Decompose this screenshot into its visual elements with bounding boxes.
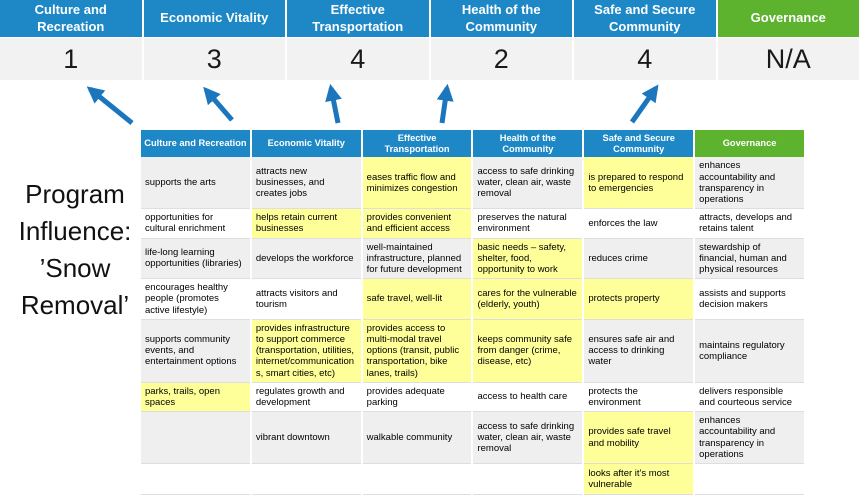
matrix-row-3: [141, 239, 804, 280]
matrix-row-6: [141, 383, 804, 412]
matrix-cell-r4-c6: assists and supports decision makers: [695, 279, 804, 320]
matrix-cell-r8-c1: [141, 464, 250, 495]
influence-arrow-4: [442, 88, 447, 123]
matrix-cell-r8-c6: [695, 464, 804, 495]
matrix-cell-r3-c5: reduces crime: [584, 239, 693, 280]
matrix-row-8: [141, 464, 804, 495]
matrix-cell-r7-c4: access to safe drinking water, clean air, waste removal: [473, 412, 582, 464]
matrix-cell-r1-c2: attracts new businesses, and creates jobs: [252, 157, 361, 209]
matrix-cell-r8-c4: [473, 464, 582, 495]
matrix-cell-r3-c1: life-long learning opportunities (libraries): [141, 239, 250, 280]
matrix-cell-r7-c3: walkable community: [363, 412, 472, 464]
matrix-cell-r3-c3: well-maintained infrastructure, planned for future development: [363, 239, 472, 280]
matrix-cell-r6-c6: delivers responsible and courteous service: [695, 383, 804, 412]
matrix-cell-r8-c2: [252, 464, 361, 495]
matrix-cell-r1-c5: is prepared to respond to emergencies: [584, 157, 693, 209]
matrix-cell-r5-c5: ensures safe air and access to drinking water: [584, 320, 693, 383]
influence-arrow-3: [331, 88, 338, 123]
matrix-cell-r2-c3: provides convenient and efficient access: [363, 209, 472, 238]
matrix-cell-r1-c6: enhances accountability and transparency in operations: [695, 157, 804, 209]
matrix-cell-r2-c2: helps retain current businesses: [252, 209, 361, 238]
influence-matrix: [139, 130, 806, 495]
program-label-line-2: Influence:: [0, 213, 150, 250]
matrix-cell-r3-c2: develops the workforce: [252, 239, 361, 280]
matrix-cell-r7-c5: provides safe travel and mobility: [584, 412, 693, 464]
matrix-row-5: [141, 320, 804, 383]
matrix-row-7: [141, 412, 804, 464]
score-cell-2: 4: [287, 38, 429, 80]
matrix-cell-r8-c3: [363, 464, 472, 495]
matrix-header-cell-1: Economic Vitality: [252, 130, 361, 157]
matrix-row-4: [141, 279, 804, 320]
influence-arrows: [0, 78, 859, 130]
matrix-cell-r6-c3: provides adequate parking: [363, 383, 472, 412]
matrix-cell-r6-c1: parks, trails, open spaces: [141, 383, 250, 412]
category-header-3: Health of the Community: [431, 0, 573, 37]
influence-arrow-2: [206, 90, 232, 120]
program-influence-label: [0, 176, 150, 324]
matrix-body: [141, 157, 804, 495]
category-header-1: Economic Vitality: [144, 0, 286, 37]
category-header-0: Culture and Recreation: [0, 0, 142, 37]
matrix-row-1: [141, 157, 804, 209]
matrix-cell-r6-c4: access to health care: [473, 383, 582, 412]
score-cell-1: 3: [144, 38, 286, 80]
matrix-header-cell-0: Culture and Recreation: [141, 130, 250, 157]
matrix-cell-r5-c2: provides infrastructure to support commerce (transportation, utilities, internet/communications, smart cities, etc): [252, 320, 361, 383]
matrix-cell-r4-c2: attracts visitors and tourism: [252, 279, 361, 320]
program-label-line-3: ’Snow: [0, 250, 150, 287]
scoreboard-headers: [0, 0, 859, 37]
score-cell-3: 2: [431, 38, 573, 80]
matrix-header-cell-5: Governance: [695, 130, 804, 157]
matrix-header-cell-2: Effective Transportation: [363, 130, 472, 157]
matrix-cell-r4-c3: safe travel, well-lit: [363, 279, 472, 320]
matrix-cell-r7-c2: vibrant downtown: [252, 412, 361, 464]
matrix-cell-r5-c4: keeps community safe from danger (crime, disease, etc): [473, 320, 582, 383]
matrix-cell-r5-c3: provides access to multi-modal travel options (transit, public transportation, bike lanes, trails): [363, 320, 472, 383]
score-cell-0: 1: [0, 38, 142, 80]
influence-arrow-1: [90, 89, 132, 123]
score-cell-5: N/A: [718, 38, 859, 80]
program-label-line-4: Removal’: [0, 287, 150, 324]
matrix-cell-r6-c5: protects the environment: [584, 383, 693, 412]
matrix-cell-r3-c6: stewardship of financial, human and physical resources: [695, 239, 804, 280]
matrix-header-cell-3: Health of the Community: [473, 130, 582, 157]
matrix-cell-r7-c6: enhances accountability and transparency in operations: [695, 412, 804, 464]
influence-arrow-5: [632, 88, 656, 122]
matrix-cell-r6-c2: regulates growth and development: [252, 383, 361, 412]
matrix-cell-r4-c4: cares for the vulnerable (elderly, youth): [473, 279, 582, 320]
matrix-cell-r4-c5: protects property: [584, 279, 693, 320]
matrix-cell-r2-c4: preserves the natural environment: [473, 209, 582, 238]
program-label-line-1: Program: [0, 176, 150, 213]
matrix-cell-r7-c1: [141, 412, 250, 464]
matrix-header-row: [141, 130, 804, 157]
score-cell-4: 4: [574, 38, 716, 80]
matrix-cell-r2-c5: enforces the law: [584, 209, 693, 238]
matrix-cell-r2-c1: opportunities for cultural enrichment: [141, 209, 250, 238]
matrix-cell-r1-c4: access to safe drinking water, clean air, waste removal: [473, 157, 582, 209]
matrix-cell-r1-c3: eases traffic flow and minimizes congestion: [363, 157, 472, 209]
matrix-row-2: [141, 209, 804, 238]
matrix-cell-r8-c5: looks after it's most vulnerable: [584, 464, 693, 495]
matrix-header-cell-4: Safe and Secure Community: [584, 130, 693, 157]
matrix-cell-r5-c6: maintains regulatory compliance: [695, 320, 804, 383]
category-header-2: Effective Transportation: [287, 0, 429, 37]
matrix-cell-r5-c1: supports community events, and entertainment options: [141, 320, 250, 383]
scoreboard-scores: [0, 38, 859, 80]
matrix-cell-r2-c6: attracts, develops and retains talent: [695, 209, 804, 238]
category-header-4: Safe and Secure Community: [574, 0, 716, 37]
matrix-cell-r4-c1: encourages healthy people (promotes active lifestyle): [141, 279, 250, 320]
category-header-5: Governance: [718, 0, 859, 37]
matrix-cell-r3-c4: basic needs – safety, shelter, food, opportunity to work: [473, 239, 582, 280]
matrix-cell-r1-c1: supports the arts: [141, 157, 250, 209]
